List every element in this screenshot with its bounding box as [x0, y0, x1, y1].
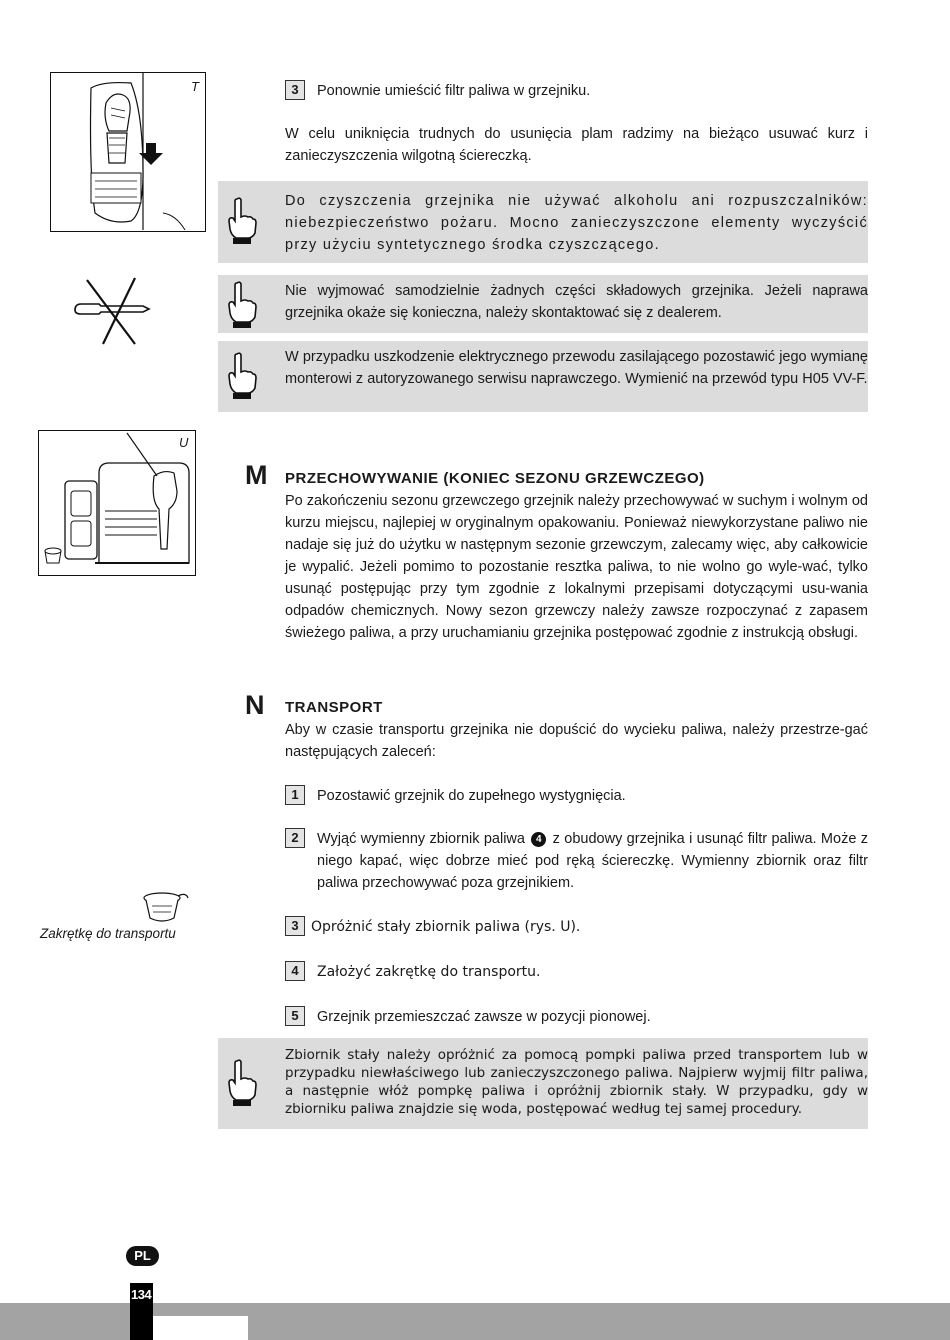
note-text: Zbiornik stały należy opróżnić za pomocą pompki paliwa przed transportem lub w przypadku niewłaściwego lub zanieczyszczonego paliwa. Najpierw wyjmij filtr paliwa, a następnie włóż pompkę paliwa i opróżnij zbiornik stały. W przypadku, gdy w zbiorniku paliwa znajdzie się woda, postępować według tej samej procedury. [285, 1047, 868, 1117]
transport-step-4 [285, 961, 868, 983]
step-number: 1 [285, 785, 305, 805]
pointing-hand-icon [224, 352, 258, 400]
section-letter-n: N [245, 690, 265, 720]
step-text: Ponownie umieścić filtr paliwa w grzejniku. [317, 83, 591, 99]
language-badge: PL [126, 1246, 159, 1266]
step-3-reinsert-filter [285, 80, 868, 102]
note-text: W przypadku uszkodzenie elektrycznego przewodu zasilającego pozostawić jego wymianę monterowi z autoryzowanego serwisu naprawczego. Wymienić na przewód typu H05 VV-F. [285, 349, 868, 387]
pointing-hand-icon [224, 281, 258, 329]
step-number: 2 [285, 828, 305, 848]
step-text: Pozostawić grzejnik do zupełnego wystygnięcia. [317, 788, 626, 804]
filter-insert-illustration [51, 73, 204, 230]
transport-step-2 [285, 828, 868, 894]
section-m-body: Po zakończeniu sezonu grzewczego grzejnik należy przechowywać w suchym i wolnym od kurzu miejscu, najlepiej w oryginalnym opakowaniu. Ponieważ niewykorzystane paliwo nie nadaje się już do użytku w następnym sezonie grzewczym, zalecamy więc, aby całkowicie je wypalić. Jeżeli pomimo to pozostanie resztka paliwa, to nie wolno go wyle-wać, tylko usunąć postępując przy tym zgodnie z lokalnymi przepisami dotyczącymi usu-wania odpadów chemicznych. Nowy sezon grzewczy należy zawsze rozpoczynać z zapasem świeżego paliwa, a przy uruchamianiu grzejnika postępować zgodnie z instrukcją obsługi. [285, 493, 868, 641]
figure-t [50, 72, 206, 232]
warning-note-power-cord [218, 341, 868, 412]
warning-note-solvents [218, 181, 868, 263]
component-number-badge: 4 [531, 832, 546, 847]
no-screwdriver-icon [73, 276, 153, 348]
step-text: Grzejnik przemieszczać zawsze w pozycji pionowej. [317, 1009, 651, 1025]
transport-step-1 [285, 785, 868, 807]
transport-cap-caption: Zakrętkę do transportu [40, 926, 176, 941]
figure-u [38, 430, 196, 576]
transport-step-5 [285, 1006, 868, 1028]
step-number: 3 [285, 80, 305, 100]
step-number: 3 [285, 916, 305, 936]
step-text-b: z obudowy grzejnika i usunąć filtr paliwa. Może z niego kapać, więc dobrze mieć pod ręką ściereczkę. Wymienny zbiornik oraz filtr paliwa przechowywać poza grzejnikiem. [317, 831, 868, 891]
page-number: 134 [131, 1287, 152, 1302]
heater-draining-illustration [39, 431, 194, 574]
pointing-hand-icon [224, 197, 258, 245]
section-n-intro: Aby w czasie transportu grzejnika nie dopuścić do wycieku paliwa, należy przestrze-gać następujących zaleceń: [285, 722, 868, 760]
warning-note-empty-tank [218, 1038, 868, 1129]
figure-u-label: U [179, 435, 189, 450]
page-number-tab [130, 1283, 153, 1340]
step-number: 5 [285, 1006, 305, 1026]
note-text: Do czyszczenia grzejnika nie używać alkoholu ani rozpuszczalników: niebezpieczeństwo pożaru. Mocno zanieczyszczone elementy wyczyścić przy użyciu syntetycznego środka czyszczącego. [285, 193, 868, 253]
warning-note-no-disassembly [218, 275, 868, 333]
transport-step-3 [285, 916, 868, 938]
footer-white-block [153, 1316, 248, 1340]
transport-cap-icon [140, 890, 192, 926]
note-text: Nie wyjmować samodzielnie żadnych części składowych grzejnika. Jeżeli naprawa grzejnika okaże się konieczna, należy skontaktować się z dealerem. [285, 283, 868, 321]
pointing-hand-icon [224, 1059, 258, 1107]
step-number: 4 [285, 961, 305, 981]
paragraph-dust-cleaning: W celu uniknięcia trudnych do usunięcia plam radzimy na bieżąco usuwać kurz i zanieczyszczenia wilgotną ściereczką. [285, 126, 868, 164]
figure-t-label: T [191, 79, 199, 94]
step-text [317, 828, 868, 894]
step-text: Założyć zakrętkę do transportu. [317, 964, 541, 980]
step-text: Opróżnić stały zbiornik paliwa (rys. U). [311, 919, 581, 935]
step-text-a: Wyjąć wymienny zbiornik paliwa [317, 831, 525, 847]
section-m-title: PRZECHOWYWANIE (KONIEC SEZONU GRZEWCZEGO) [285, 470, 705, 487]
section-letter-m: M [245, 460, 268, 490]
section-n-title: TRANSPORT [285, 699, 383, 716]
